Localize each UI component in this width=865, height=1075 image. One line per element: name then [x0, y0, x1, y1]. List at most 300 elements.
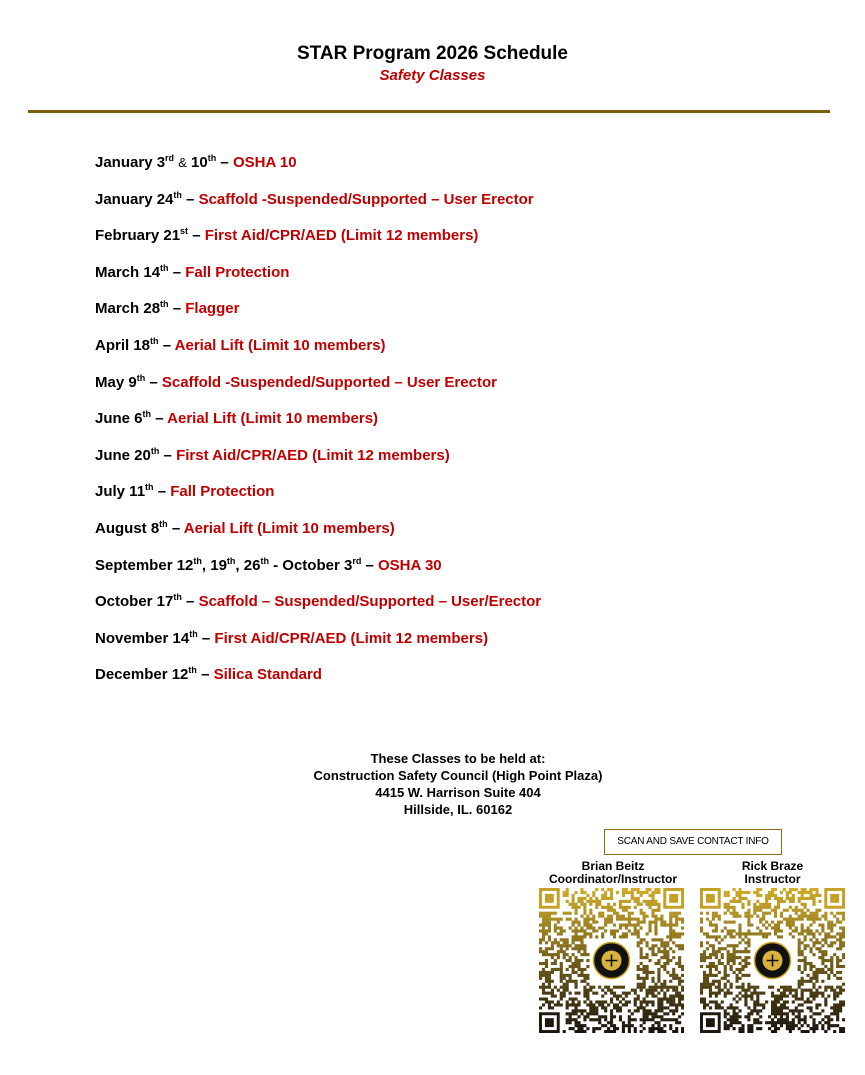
qr-module: [575, 909, 578, 912]
qr-module: [586, 997, 589, 1000]
qr-module: [660, 950, 663, 953]
qr-module: [706, 947, 709, 950]
qr-module: [575, 1006, 578, 1009]
qr-module: [809, 888, 812, 891]
qr-module: [572, 929, 575, 932]
qr-module: [669, 929, 672, 932]
qr-module: [727, 929, 730, 932]
qr-module: [572, 894, 575, 897]
qr-module: [575, 935, 578, 938]
qr-module: [706, 977, 709, 980]
schedule-item: [95, 226, 835, 263]
qr-module: [646, 944, 649, 947]
qr-module: [715, 929, 718, 932]
qr-module: [651, 912, 654, 915]
qr-module: [715, 915, 718, 918]
qr-module: [598, 1018, 601, 1021]
qr-module: [548, 983, 551, 986]
qr-module: [595, 897, 598, 900]
qr-module: [598, 912, 601, 915]
qr-module: [595, 1012, 598, 1015]
qr-module: [733, 953, 736, 956]
qr-module: [648, 1012, 651, 1015]
qr-module: [648, 926, 651, 929]
qr-module: [598, 926, 601, 929]
qr-module: [700, 944, 703, 947]
qr-module: [792, 1021, 795, 1024]
qr-module: [619, 1015, 622, 1018]
qr-module: [738, 956, 741, 959]
qr-module: [715, 1000, 718, 1003]
qr-module: [572, 906, 575, 909]
qr-module: [786, 897, 789, 900]
qr-module: [836, 992, 839, 995]
qr-module: [566, 1018, 569, 1021]
qr-module: [777, 929, 780, 932]
qr-module: [610, 1000, 613, 1003]
qr-module: [637, 965, 640, 968]
qr-module: [604, 992, 607, 995]
qr-module: [812, 1018, 815, 1021]
qr-module: [554, 929, 557, 932]
qr-module: [654, 921, 657, 924]
qr-module: [643, 980, 646, 983]
qr-module: [654, 903, 657, 906]
qr-module: [777, 989, 780, 992]
qr-finder-pattern: [545, 1018, 554, 1027]
qr-module: [666, 959, 669, 962]
qr-module: [613, 929, 616, 932]
qr-module: [824, 959, 827, 962]
qr-module: [774, 1006, 777, 1009]
qr-module: [818, 932, 821, 935]
qr-module: [586, 983, 589, 986]
qr-module: [577, 924, 580, 927]
qr-module: [730, 912, 733, 915]
qr-module: [741, 986, 744, 989]
qr-module: [747, 1015, 750, 1018]
qr-module: [646, 903, 649, 906]
qr-module: [792, 1009, 795, 1012]
ordinal-suffix: th: [150, 335, 159, 346]
qr-module: [577, 938, 580, 941]
qr-module: [651, 1018, 654, 1021]
qr-module: [741, 906, 744, 909]
qr-module: [640, 986, 643, 989]
qr-module: [777, 906, 780, 909]
qr-module: [780, 1009, 783, 1012]
qr-module: [809, 980, 812, 983]
qr-module: [566, 888, 569, 891]
qr-module: [747, 918, 750, 921]
qr-module: [721, 962, 724, 965]
schedule-item: [95, 373, 835, 410]
qr-module: [839, 932, 842, 935]
qr-module: [827, 977, 830, 980]
qr-module: [557, 989, 560, 992]
qr-module: [700, 941, 703, 944]
qr-module: [616, 1009, 619, 1012]
qr-module: [663, 983, 666, 986]
qr-module: [583, 947, 586, 950]
qr-module: [648, 992, 651, 995]
qr-module: [824, 1000, 827, 1003]
qr-module: [774, 909, 777, 912]
qr-module: [589, 1006, 592, 1009]
qr-module: [830, 924, 833, 927]
qr-module: [836, 1015, 839, 1018]
qr-module: [616, 997, 619, 1000]
qr-module: [625, 995, 628, 998]
qr-module: [759, 906, 762, 909]
qr-module: [842, 1030, 845, 1033]
qr-module: [738, 891, 741, 894]
qr-module: [712, 965, 715, 968]
qr-code-icon[interactable]: [539, 888, 684, 1033]
qr-module: [669, 1018, 672, 1021]
qr-module: [672, 1018, 675, 1021]
qr-module: [610, 909, 613, 912]
qr-module: [827, 924, 830, 927]
qr-module: [660, 1009, 663, 1012]
qr-module: [821, 953, 824, 956]
qr-module: [646, 974, 649, 977]
qr-module: [566, 938, 569, 941]
qr-module: [812, 995, 815, 998]
qr-module: [747, 941, 750, 944]
qr-module: [595, 906, 598, 909]
qr-module: [812, 944, 815, 947]
qr-module: [563, 977, 566, 980]
qr-module: [836, 1018, 839, 1021]
qr-module: [765, 935, 768, 938]
qr-module: [663, 968, 666, 971]
qr-module: [700, 912, 703, 915]
schedule-item: [95, 336, 835, 373]
qr-module: [610, 891, 613, 894]
qr-module: [557, 968, 560, 971]
qr-module: [672, 1003, 675, 1006]
qr-module: [560, 950, 563, 953]
qr-module: [669, 997, 672, 1000]
qr-module: [783, 918, 786, 921]
schedule-item: [95, 409, 835, 446]
qr-module: [566, 989, 569, 992]
qr-module: [703, 1006, 706, 1009]
qr-module: [654, 891, 657, 894]
qr-module: [554, 924, 557, 927]
qr-module: [821, 924, 824, 927]
qr-module: [733, 900, 736, 903]
qr-module: [631, 989, 634, 992]
ordinal-suffix: rd: [352, 555, 362, 566]
qr-module: [589, 926, 592, 929]
qr-module: [681, 918, 684, 921]
qr-module: [539, 912, 542, 915]
qr-module: [709, 989, 712, 992]
qr-module: [663, 1006, 666, 1009]
qr-module: [774, 1027, 777, 1030]
qr-module: [589, 903, 592, 906]
qr-module: [542, 915, 545, 918]
qr-module: [622, 1003, 625, 1006]
qr-module: [563, 1030, 566, 1033]
qr-module: [738, 1009, 741, 1012]
qr-module: [727, 953, 730, 956]
separator: –: [181, 593, 199, 611]
qr-module: [551, 980, 554, 983]
qr-module: [830, 935, 833, 938]
qr-module: [774, 894, 777, 897]
qr-module: [830, 1018, 833, 1021]
qr-module: [583, 935, 586, 938]
qr-module: [681, 932, 684, 935]
qr-module: [666, 953, 669, 956]
qr-module: [651, 1027, 654, 1030]
qr-module: [744, 992, 747, 995]
qr-module: [610, 915, 613, 918]
qr-module: [640, 912, 643, 915]
qr-module: [628, 1024, 631, 1027]
qr-module: [628, 924, 631, 927]
qr-module: [583, 897, 586, 900]
qr-module: [827, 1027, 830, 1030]
qr-module: [640, 989, 643, 992]
qr-module: [577, 1009, 580, 1012]
qr-module: [798, 1012, 801, 1015]
qr-module: [604, 1018, 607, 1021]
qr-module: [700, 965, 703, 968]
schedule-item: [95, 153, 835, 190]
qr-module: [839, 944, 842, 947]
qr-module: [747, 912, 750, 915]
qr-module: [753, 932, 756, 935]
qr-module: [759, 929, 762, 932]
qr-module: [569, 992, 572, 995]
qr-module: [771, 1030, 774, 1033]
qr-module: [583, 1018, 586, 1021]
qr-module: [736, 1000, 739, 1003]
qr-module: [625, 900, 628, 903]
qr-module: [821, 944, 824, 947]
schedule-item: [95, 519, 835, 556]
qr-module: [771, 926, 774, 929]
qr-module: [663, 1030, 666, 1033]
qr-module: [566, 959, 569, 962]
qr-module: [557, 1003, 560, 1006]
ordinal-suffix: th: [160, 299, 169, 310]
schedule-item: [95, 482, 835, 519]
qr-module: [839, 1003, 842, 1006]
qr-module: [733, 1015, 736, 1018]
qr-module: [753, 1018, 756, 1021]
qr-module: [703, 977, 706, 980]
qr-module: [646, 953, 649, 956]
qr-module: [672, 968, 675, 971]
separator: –: [216, 154, 233, 171]
qr-module: [741, 932, 744, 935]
qr-module: [724, 995, 727, 998]
qr-module: [672, 986, 675, 989]
qr-module: [607, 909, 610, 912]
header: [0, 42, 865, 86]
qr-module: [551, 918, 554, 921]
qr-module: [643, 956, 646, 959]
qr-module: [730, 1018, 733, 1021]
qr-module: [575, 891, 578, 894]
qr-module: [777, 935, 780, 938]
qr-module: [646, 989, 649, 992]
qr-module: [610, 894, 613, 897]
qr-module: [744, 947, 747, 950]
qr-module: [798, 900, 801, 903]
qr-module: [830, 959, 833, 962]
qr-module: [736, 980, 739, 983]
qr-module: [801, 903, 804, 906]
qr-module: [741, 965, 744, 968]
qr-module: [545, 992, 548, 995]
qr-module: [771, 1018, 774, 1021]
qr-module: [663, 992, 666, 995]
qr-module: [566, 983, 569, 986]
qr-module: [613, 932, 616, 935]
qr-module: [762, 912, 765, 915]
qr-module: [721, 938, 724, 941]
qr-module: [753, 1006, 756, 1009]
qr-module: [654, 1027, 657, 1030]
qr-module: [724, 1024, 727, 1027]
qr-module: [812, 888, 815, 891]
qr-module: [700, 921, 703, 924]
qr-module: [610, 1009, 613, 1012]
qr-module: [554, 918, 557, 921]
qr-module: [580, 1030, 583, 1033]
qr-module: [577, 1024, 580, 1027]
qr-module: [812, 941, 815, 944]
qr-module: [783, 1003, 786, 1006]
qr-module: [563, 929, 566, 932]
qr-module: [753, 1009, 756, 1012]
qr-module: [759, 903, 762, 906]
qr-module: [654, 938, 657, 941]
qr-module: [566, 953, 569, 956]
qr-module: [545, 924, 548, 927]
qr-module: [736, 891, 739, 894]
qr-module: [625, 888, 628, 891]
qr-module: [580, 941, 583, 944]
qr-module: [815, 980, 818, 983]
qr-module: [625, 992, 628, 995]
qr-module: [660, 1018, 663, 1021]
qr-module: [678, 944, 681, 947]
qr-module: [545, 932, 548, 935]
qr-module: [634, 992, 637, 995]
qr-module: [681, 926, 684, 929]
qr-module: [777, 900, 780, 903]
ampersand: &: [178, 155, 187, 170]
qr-module: [733, 1009, 736, 1012]
qr-module: [613, 995, 616, 998]
qr-module: [586, 932, 589, 935]
qr-module: [542, 971, 545, 974]
qr-module: [637, 932, 640, 935]
qr-module: [753, 912, 756, 915]
qr-module: [669, 1024, 672, 1027]
qr-module: [657, 959, 660, 962]
qr-module: [700, 983, 703, 986]
qr-module: [557, 1000, 560, 1003]
qr-module: [777, 995, 780, 998]
qr-module: [801, 912, 804, 915]
qr-module: [715, 986, 718, 989]
qr-module: [637, 900, 640, 903]
qr-module: [616, 918, 619, 921]
qr-module: [640, 938, 643, 941]
qr-module: [744, 989, 747, 992]
qr-module: [557, 944, 560, 947]
qr-module: [560, 962, 563, 965]
qr-module: [709, 995, 712, 998]
qr-module: [744, 1000, 747, 1003]
qr-module: [809, 894, 812, 897]
qr-module: [721, 953, 724, 956]
qr-module: [619, 1018, 622, 1021]
qr-module: [818, 941, 821, 944]
qr-module: [798, 938, 801, 941]
qr-module: [839, 912, 842, 915]
qr-module: [637, 1006, 640, 1009]
schedule-item: [95, 629, 835, 666]
qr-module: [762, 918, 765, 921]
qr-module: [634, 918, 637, 921]
qr-module: [583, 980, 586, 983]
qr-module: [715, 1006, 718, 1009]
qr-module: [619, 926, 622, 929]
qr-module: [715, 965, 718, 968]
qr-module: [812, 1021, 815, 1024]
qr-module: [577, 906, 580, 909]
qr-module: [660, 918, 663, 921]
date: August 8: [95, 519, 160, 537]
qr-module: [675, 932, 678, 935]
qr-module: [818, 986, 821, 989]
qr-module: [839, 1027, 842, 1030]
qr-module: [586, 1027, 589, 1030]
qr-module: [836, 1009, 839, 1012]
qr-module: [818, 1021, 821, 1024]
qr-module: [557, 932, 560, 935]
qr-module: [681, 980, 684, 983]
qr-module: [724, 986, 727, 989]
qr-module: [651, 1012, 654, 1015]
qr-module: [733, 888, 736, 891]
qr-module: [586, 965, 589, 968]
qr-code-icon[interactable]: [700, 888, 845, 1033]
ordinal-suffix: th: [173, 189, 182, 200]
qr-module: [721, 1000, 724, 1003]
qr-module: [830, 1006, 833, 1009]
qr-module: [651, 977, 654, 980]
qr-module: [654, 944, 657, 947]
qr-module: [759, 1003, 762, 1006]
qr-module: [804, 1018, 807, 1021]
qr-module: [640, 909, 643, 912]
qr-module: [572, 921, 575, 924]
qr-module: [798, 944, 801, 947]
qr-module: [774, 995, 777, 998]
qr-module: [765, 921, 768, 924]
qr-module: [798, 915, 801, 918]
